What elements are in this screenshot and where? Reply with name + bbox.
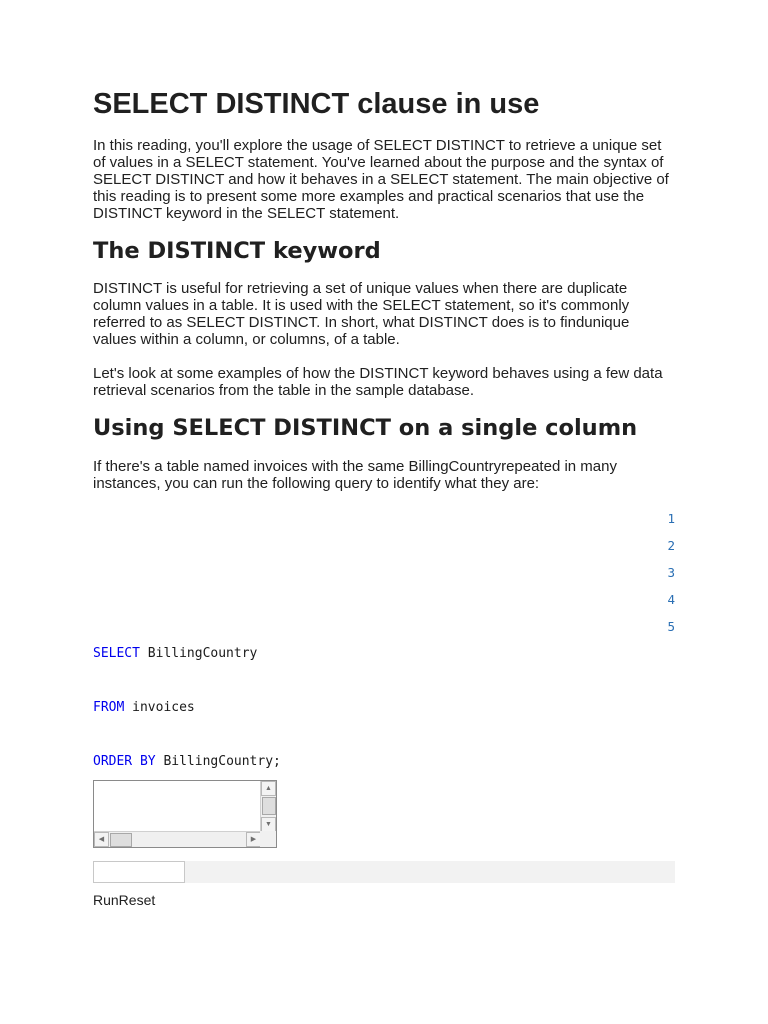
section-heading-single-column: Using SELECT DISTINCT on a single column — [93, 415, 638, 441]
sql-text: BillingCountry — [139, 646, 258, 661]
scroll-right-arrow-icon[interactable]: ▶ — [246, 832, 261, 847]
line-number: 1 — [667, 511, 675, 526]
page-title: SELECT DISTINCT clause in use — [93, 88, 540, 120]
distinct-description-paragraph: DISTINCT is useful for retrieving a set of unique values when there are duplicate column values in a table. It is used with the SELECT statement, so it's commonly referred to as SELECT DISTINCT. In short, what DISTINCT does is to findunique values within a column, or columns, of a table. — [93, 280, 630, 348]
scroll-left-arrow-icon[interactable]: ◀ — [94, 832, 109, 847]
scroll-down-arrow-icon[interactable]: ▼ — [261, 817, 276, 832]
examples-intro-paragraph: Let's look at some examples of how the DISTINCT keyword behaves using a few data retrieval scenarios from the table in the sample database. — [93, 365, 663, 399]
vertical-scrollbar[interactable] — [260, 781, 276, 833]
code-line-order-by — [93, 754, 675, 770]
invoices-paragraph: If there's a table named invoices with the same BillingCountryrepeated in many instances, you can run the following query to identify what they are: — [93, 458, 617, 492]
code-line-select — [93, 646, 675, 662]
line-number: 3 — [667, 565, 675, 580]
sql-keyword: FROM — [93, 700, 125, 715]
line-number: 4 — [667, 592, 675, 607]
query-toolbar — [93, 861, 675, 883]
intro-paragraph: In this reading, you'll explore the usage of SELECT DISTINCT to retrieve a unique set of values in a SELECT statement. You've learned about the purpose and the syntax of SELECT DISTINCT and how it behaves in a SELECT statement. The main objective of this reading is to present some more examples and practical scenarios that use the DISTINCT keyword in the SELECT statement. — [93, 137, 669, 222]
sql-text: invoices — [124, 700, 195, 715]
run-reset-controls[interactable]: RunReset — [93, 892, 156, 908]
sql-keyword: ORDER BY — [93, 754, 156, 769]
code-line-from — [93, 700, 675, 716]
scrollbar-corner — [260, 831, 276, 847]
line-number: 2 — [667, 538, 675, 553]
query-input[interactable] — [93, 861, 185, 883]
query-textarea[interactable] — [93, 780, 277, 848]
vertical-scroll-thumb[interactable] — [262, 797, 276, 815]
line-number: 5 — [667, 619, 675, 634]
section-heading-distinct-keyword: The DISTINCT keyword — [93, 238, 381, 264]
horizontal-scroll-thumb[interactable] — [110, 833, 132, 847]
sql-keyword: SELECT — [93, 646, 140, 661]
sql-text: BillingCountry; — [155, 754, 281, 769]
scroll-up-arrow-icon[interactable]: ▲ — [261, 781, 276, 796]
horizontal-scrollbar[interactable] — [94, 831, 262, 847]
